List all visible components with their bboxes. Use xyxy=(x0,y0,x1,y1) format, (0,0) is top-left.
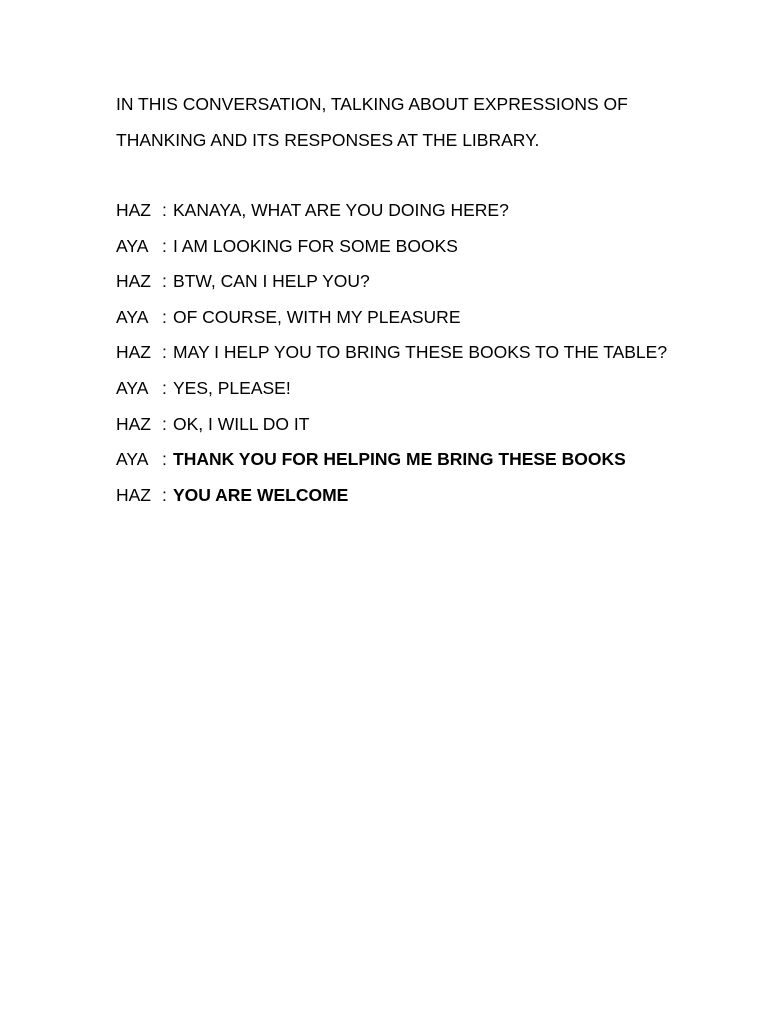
speaker-label: HAZ xyxy=(116,271,151,292)
dialogue-text: KANAYA, WHAT ARE YOU DOING HERE? xyxy=(173,200,509,220)
intro-line-1: IN THIS CONVERSATION, TALKING ABOUT EXPRESSIONS OF xyxy=(116,94,628,114)
intro-paragraph xyxy=(116,86,768,158)
speaker-separator: : xyxy=(162,235,167,256)
dialogue-text-bold: YOU ARE WELCOME xyxy=(173,484,349,505)
speaker-label: HAZ xyxy=(116,413,151,434)
dialogue-line xyxy=(116,478,768,514)
dialogue-text: MAY I HELP YOU TO BRING THESE BOOKS TO THE TABLE? xyxy=(173,342,668,363)
dialogue-text: OF COURSE, WITH MY PLEASURE xyxy=(173,306,461,327)
dialogue-line xyxy=(116,229,768,265)
speaker-separator: : xyxy=(162,377,167,398)
speaker-separator: : xyxy=(162,449,167,470)
dialogue-line xyxy=(116,264,768,300)
speaker-separator: : xyxy=(162,342,167,363)
dialogue-line xyxy=(116,442,768,478)
intro-line-2: THANKING AND ITS RESPONSES AT THE LIBRARY. xyxy=(116,130,540,150)
dialogue-text: BTW, CAN I HELP YOU? xyxy=(173,271,370,292)
dialogue-text: YES, PLEASE! xyxy=(173,377,291,398)
speaker-separator: : xyxy=(162,200,167,220)
dialogue-line xyxy=(116,193,768,229)
dialogue xyxy=(116,193,768,513)
speaker-separator: : xyxy=(162,484,167,505)
dialogue-line xyxy=(116,371,768,407)
speaker-label: HAZ xyxy=(116,200,151,220)
dialogue-text: I AM LOOKING FOR SOME BOOKS xyxy=(173,235,458,256)
speaker-separator: : xyxy=(162,271,167,292)
speaker-label: AYA xyxy=(116,449,149,470)
speaker-separator: : xyxy=(162,306,167,327)
dialogue-line xyxy=(116,407,768,443)
dialogue-line xyxy=(116,300,768,336)
speaker-label: AYA xyxy=(116,306,149,327)
speaker-label: AYA xyxy=(116,235,149,256)
speaker-label: HAZ xyxy=(116,484,151,505)
dialogue-text: OK, I WILL DO IT xyxy=(173,413,310,434)
speaker-separator: : xyxy=(162,413,167,434)
speaker-label: HAZ xyxy=(116,342,151,363)
dialogue-text-bold: THANK YOU FOR HELPING ME BRING THESE BOOKS xyxy=(173,449,626,470)
dialogue-line xyxy=(116,335,768,371)
speaker-label: AYA xyxy=(116,377,149,398)
